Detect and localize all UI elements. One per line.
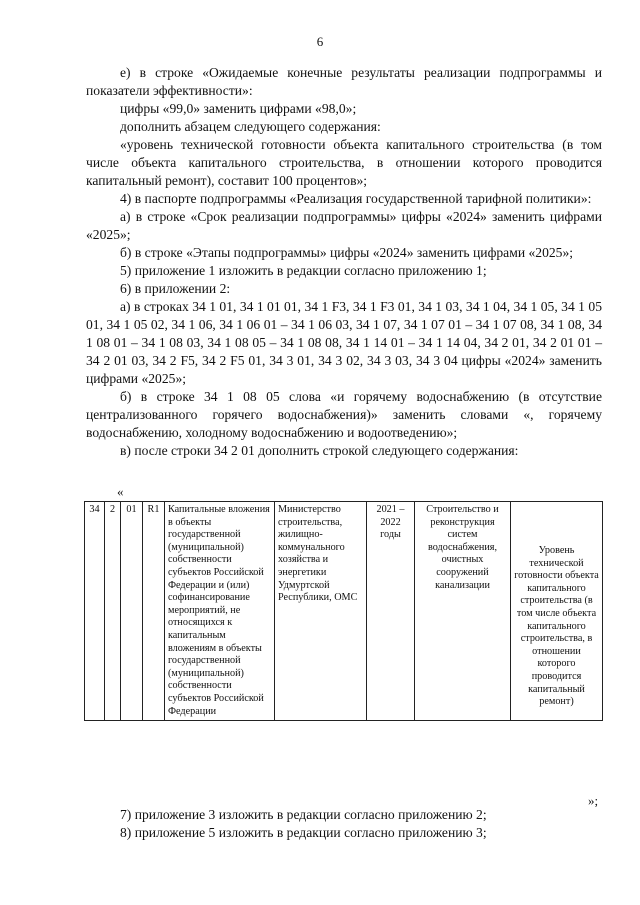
cell-event-name: Капитальные вложения в объекты государственной (муниципальной) собственности субъектов Российской Федерации и (или) софинансирование мероприятий, не относящихся к капитальным вложениям в объекты государственной (муниципальной) собственности субъектов Российской Федерации bbox=[165, 502, 275, 721]
body-text bbox=[86, 64, 602, 460]
cell-indicator: Уровень технической готовности объекта капитального строительства (в том числе объекта капитального строительства, в отношении которого проводится капитальный ремонт) bbox=[511, 502, 603, 721]
page-number: 6 bbox=[316, 34, 324, 49]
paragraph: 5) приложение 1 изложить в редакции согласно приложению 1; bbox=[120, 263, 487, 278]
tail-text bbox=[86, 806, 602, 842]
paragraph: 7) приложение 3 изложить в редакции согласно приложению 2; bbox=[120, 807, 487, 822]
paragraph: а) в строках 34 1 01, 34 1 01 01, 34 1 F3, 34 1 F3 01, 34 1 03, 34 1 04, 34 1 05, 34 1 05 01, 34 1 05 02, 34 1 06, 34 1 06 01 – 34 1 06 03, 34 1 07, 34 1 07 01 – 34 1 07 08, 34 1 08, 34 1 08 01 – 34 1 08 03, 34 1 08 05 – 34 1 08 08, 34 1 14 01 – 34 1 14 04, 34 2 01, 34 2 01 01 – 34 2 01 03, 34 2 F5, 34 2 F5 01, 34 3 01, 34 3 02, 34 3 03, 34 3 04 цифры «2024» заменить цифрами «2025»; bbox=[86, 299, 602, 386]
paragraph: е) в строке «Ожидаемые конечные результаты реализации подпрограммы и показатели эффективности»: bbox=[86, 65, 602, 98]
cell-period: 2021 – 2022 годы bbox=[367, 502, 415, 721]
closing-quote: »; bbox=[588, 793, 599, 808]
paragraph: 8) приложение 5 изложить в редакции согласно приложению 3; bbox=[120, 825, 487, 840]
paragraph: в) после строки 34 2 01 дополнить строкой следующего содержания: bbox=[120, 443, 519, 458]
inserted-row-table bbox=[84, 501, 603, 721]
cell-subevent-code: R1 bbox=[143, 502, 165, 721]
cell-executor: Министерство строительства, жилищно-коммунального хозяйства и энергетики Удмуртской Республики, ОМС bbox=[275, 502, 367, 721]
cell-program-code: 34 bbox=[85, 502, 105, 721]
paragraph: а) в строке «Срок реализации подпрограммы» цифры «2024» заменить цифрами «2025»; bbox=[86, 209, 602, 242]
paragraph: 6) в приложении 2: bbox=[120, 281, 231, 296]
cell-subprogram-code: 2 bbox=[105, 502, 121, 721]
cell-event-code: 01 bbox=[121, 502, 143, 721]
paragraph: б) в строке «Этапы подпрограммы» цифры «2024» заменить цифрами «2025»; bbox=[120, 245, 574, 260]
paragraph: цифры «99,0» заменить цифрами «98,0»; bbox=[120, 101, 357, 116]
table-row bbox=[85, 502, 603, 721]
opening-quote: « bbox=[117, 484, 124, 499]
paragraph: 4) в паспорте подпрограммы «Реализация государственной тарифной политики»: bbox=[120, 191, 592, 206]
cell-expected-result: Строительство и реконструкция систем водоснабжения, очистных сооружений канализации bbox=[415, 502, 511, 721]
paragraph: «уровень технической готовности объекта капитального строительства (в том числе объекта капитального строительства, в отношении которого проводится капитальный ремонт), составит 100 процентов»; bbox=[86, 137, 602, 188]
paragraph: дополнить абзацем следующего содержания: bbox=[120, 119, 381, 134]
paragraph: б) в строке 34 1 08 05 слова «и горячему водоснабжению (в отсутствие централизованного горячего водоснабжения)» заменить словами «, горячему водоснабжению, холодному водоснабжению и водоотведению»; bbox=[86, 389, 602, 440]
